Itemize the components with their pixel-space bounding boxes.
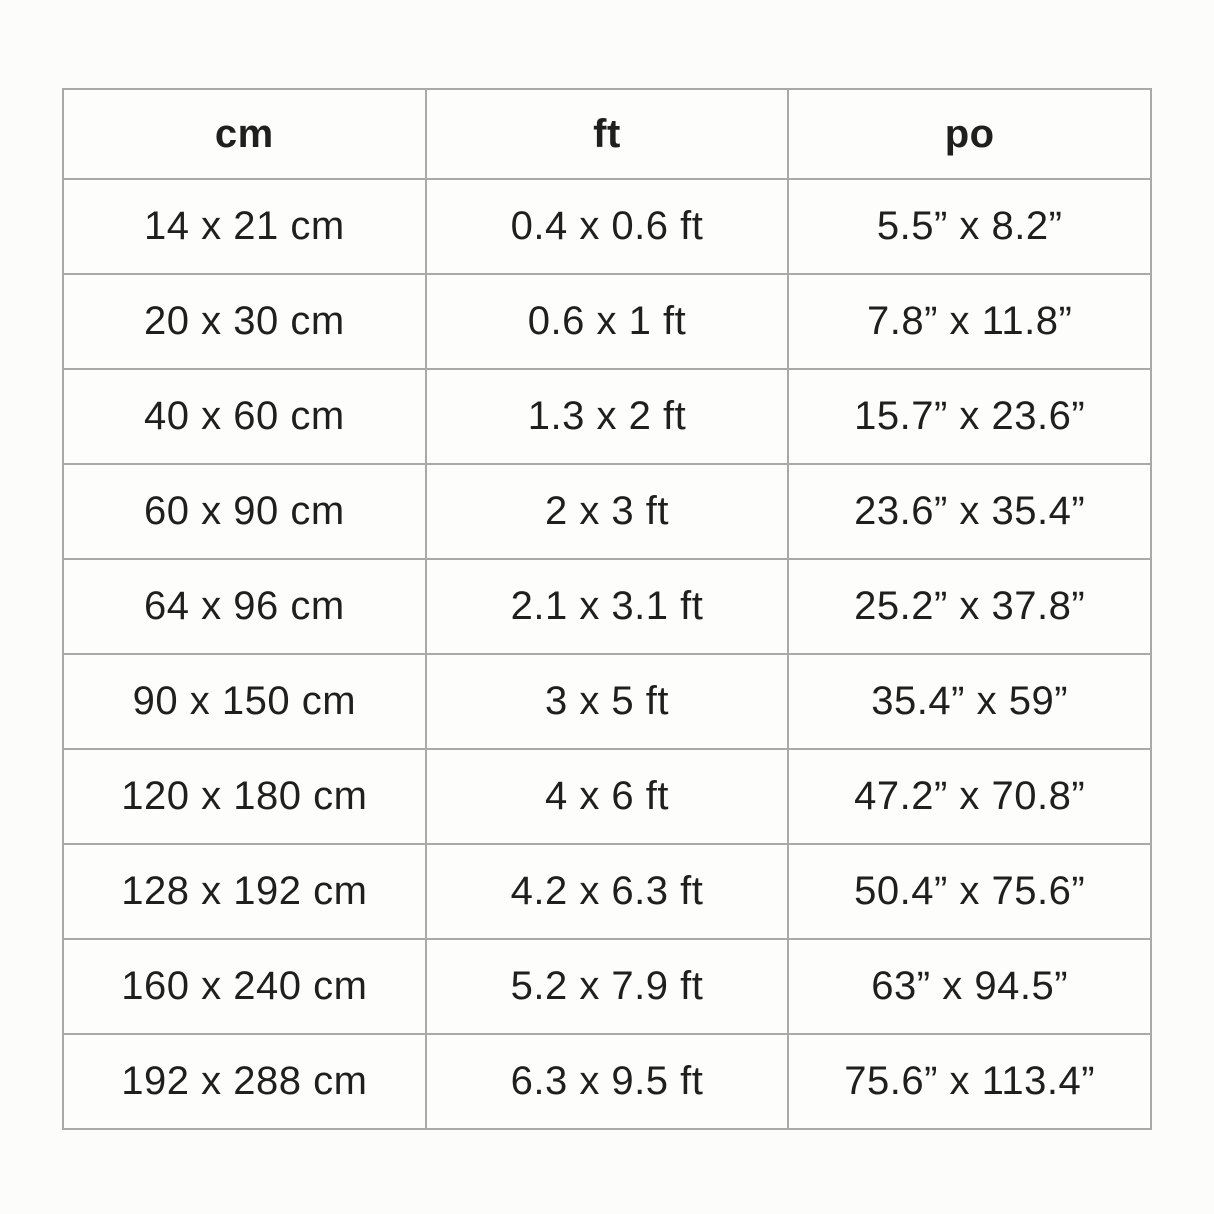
- table-cell: 5.5” x 8.2”: [788, 179, 1151, 274]
- header-row: [63, 89, 1151, 179]
- table-cell: 128 x 192 cm: [63, 844, 426, 939]
- table-row: [63, 654, 1151, 749]
- table-row: [63, 464, 1151, 559]
- table-cell: 7.8” x 11.8”: [788, 274, 1151, 369]
- table-cell: 192 x 288 cm: [63, 1034, 426, 1129]
- table-cell: 63” x 94.5”: [788, 939, 1151, 1034]
- table-row: [63, 1034, 1151, 1129]
- table-row: [63, 179, 1151, 274]
- table-cell: 2 x 3 ft: [426, 464, 789, 559]
- size-conversion-table: [62, 88, 1152, 1130]
- table-cell: 35.4” x 59”: [788, 654, 1151, 749]
- table-cell: 25.2” x 37.8”: [788, 559, 1151, 654]
- table-cell: 2.1 x 3.1 ft: [426, 559, 789, 654]
- table-row: [63, 844, 1151, 939]
- table-cell: 4.2 x 6.3 ft: [426, 844, 789, 939]
- table-cell: 6.3 x 9.5 ft: [426, 1034, 789, 1129]
- table-cell: 160 x 240 cm: [63, 939, 426, 1034]
- column-header-cm: cm: [63, 89, 426, 179]
- table-cell: 3 x 5 ft: [426, 654, 789, 749]
- table-cell: 47.2” x 70.8”: [788, 749, 1151, 844]
- table-cell: 14 x 21 cm: [63, 179, 426, 274]
- table-cell: 40 x 60 cm: [63, 369, 426, 464]
- table-row: [63, 274, 1151, 369]
- table-cell: 50.4” x 75.6”: [788, 844, 1151, 939]
- table-cell: 120 x 180 cm: [63, 749, 426, 844]
- table-row: [63, 369, 1151, 464]
- table-cell: 20 x 30 cm: [63, 274, 426, 369]
- table-row: [63, 559, 1151, 654]
- table-cell: 23.6” x 35.4”: [788, 464, 1151, 559]
- table-cell: 90 x 150 cm: [63, 654, 426, 749]
- table-cell: 0.4 x 0.6 ft: [426, 179, 789, 274]
- table-row: [63, 939, 1151, 1034]
- table-row: [63, 749, 1151, 844]
- column-header-ft: ft: [426, 89, 789, 179]
- table-cell: 0.6 x 1 ft: [426, 274, 789, 369]
- table-cell: 15.7” x 23.6”: [788, 369, 1151, 464]
- table-cell: 4 x 6 ft: [426, 749, 789, 844]
- column-header-po: po: [788, 89, 1151, 179]
- table-cell: 1.3 x 2 ft: [426, 369, 789, 464]
- table-cell: 64 x 96 cm: [63, 559, 426, 654]
- table-cell: 60 x 90 cm: [63, 464, 426, 559]
- table-cell: 5.2 x 7.9 ft: [426, 939, 789, 1034]
- table-cell: 75.6” x 113.4”: [788, 1034, 1151, 1129]
